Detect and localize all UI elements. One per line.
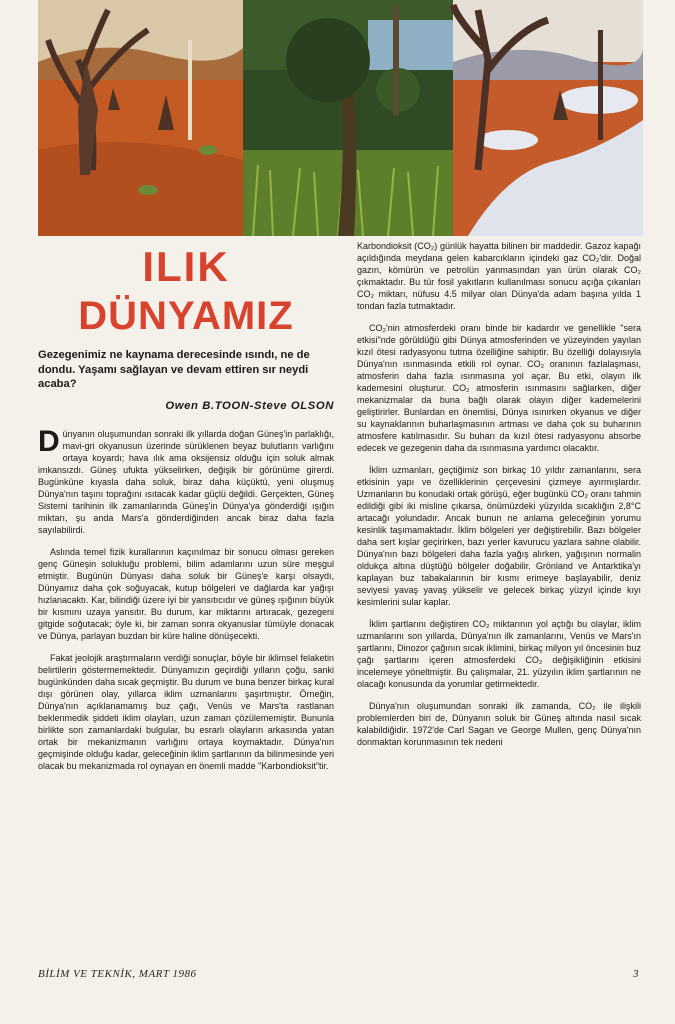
- paragraph: İklim şartlarını değiştiren CO₂ miktarının yol açtığı bu olaylar, iklim uzmanlarını son yıllarda, Dünya'nın ilk zamanlarını, Venüs ve Mars'ın şartlarını, Dinozor çağının sıcak iklimini, birkaç milyon yıl öncesinin buz çağı şartlarını içeren atmosferdeki CO₂ değişikliğinin etkisini incelemeye yöneltmiştir. Bu çalışmalar, 21. yüzyılın iklim şartlarının ne olacağı konusunda da yorumlar getirmektedir.: [357, 619, 641, 689]
- paragraph: Dünyanın oluşumundan sonraki ilk yıllarda doğan Güneş'in parlaklığı, mavi-gri okyanusun üzerinde sürüklenen beyaz bulutların varlığını ortaya koyardı; hava ılık ama oksijensiz olduğu için soluk almak imkansızdı. Güneş ufukta yükselirken, değişik bir görünüme girerdi. Bugünküne kıyasla daha soluk, biraz daha küçüktü, yeni oluşmuş Dünya'nın taşını toprağını ısıtacak kadar güçlü değildi. Gerçekten, Güneş Sistemi tarihinin ilk zamanlarında Güneş'in Dünya'ya gönderdiği ışığın miktarı, şu anda Mars'a gönderdiğinden ancak biraz daha fazla sayılabilirdi.: [38, 424, 334, 535]
- paragraph: Karbondioksit (CO₂) günlük hayatta bilinen bir maddedir. Gazoz kapağı açıldığında meydana gelen kabarcıkların içindeki gaz CO₂'dir. Doğal gazın, kömürün ve petrolün yanmasından yan ürün olarak CO₂ çıkmaktadır. Bu tür fosil yakıtların kullanılması sonucu açığa çıkanları CO₂ miktarı, nüfusu 4.5 milyar olan Dünya'da adam başına yılda 1 tondan fazla tutmaktadır.: [357, 241, 641, 311]
- left-body: [38, 424, 334, 772]
- title-line-1: ILIK: [142, 243, 230, 290]
- right-column: [357, 240, 641, 758]
- paragraph: CO₂'nin atmosferdeki oranı binde bir kadardır ve genellikle "sera etkisi"nde görüldüğü gibi Dünya atmosferinden ve yüzeyinden yayılan kızıl ötesi radyasyonu tutma özelliğine sahiptir. Bu özelliği dolayısıyla Dünya'nın ısınmasında etkili rol oynar. CO₂ oranının fazlalaşması, atmosferin daha fazla ısınmasına yol açar. Bu etki, olayın ilk kademesini oluşturur. CO₂ atmosferin ısınmasını sağlarken, diğer mekanizmalar da buna bağlı olarak olayın diğer kademelerini geliştirirler. Bunlardan en önemlisi, Dünya ısınırken okyanus ve diğer su kaynaklarının buharlaşmasının artması ve daha çok su buharının atmosfere katılmasıdır. Su buharı da kızıl ötesi radyasyonu absorbe edecek ve gezegenin daha da ısınmasına yardımcı olacaktır.: [357, 323, 641, 453]
- page-number: 3: [633, 968, 639, 980]
- left-column: [38, 240, 334, 782]
- publication-footer: BİLİM VE TEKNİK, MART 1986: [38, 968, 197, 980]
- paragraph: İklim uzmanları, geçtiğimiz son birkaç 10 yıldır zamanlarını, sera etkisinin yapı ve özelliklerinin çerçevesini çizmeye ayırmışlardır. Uzmanların bu konudaki ortak görüşü, eğer bugünkü CO₂ oranı tahmin edildiği gibi iki misline çıkarsa, önümüzdeki yüzyılda sıcaklığın 2,8°C artacağı yolundadır. Ancak bunun ne anlama geleceğinin yorumu kesinlik taşımamaktadır. İklim bölgeleri yer değiştirebilir. Bazı bölgeler daha sert kışlar geçirirken, bazı yerler kavurucu yazlara sahne olabilir. Dünya'nın bazı bölgeleri daha fazla yağış alırken, yağışının normalin oldukça altına düştüğü bölgeler doğabilir. Grönland ve Antarktika'yı kaplayan buz tabakalarının bir kısmı erimeye başlayabilir, deniz seviyesi yavaş yavaş yükselir ve gelecek birkaç yüzyıl içinde kıyı kesimlerini sular kaplar.: [357, 465, 641, 607]
- article-title: [38, 243, 334, 338]
- landscape-painting-icon: [38, 0, 643, 236]
- article-lede: Gezegenimiz ne kaynama derecesinde ısındı, ne de dondu. Yaşamı sağlayan ve devam ettiren sır neydi acaba?: [38, 349, 310, 391]
- paragraph: Aslında temel fizik kurallarının kaçınılmaz bir sonucu olması gereken genç Güneşin solukluğu problemi, bilim adamlarını uzun süre meşgul etmiştir. Bugünün Dünyası daha soluk bir Güneş'e karşı olsaydı, Dünyamız daha çok soğuyacak, kutup bölgeleri ve dağlarda kar yağışı hızlanacaktı. Kar, bilindiği üzere iyi bir yansıtıcıdır ve güneş ışığının büyük bir kısmını uzaya yansıtır. Bu durum, kar miktarını artıracak, gezegeni gitgide soğutacak; öyle ki, bir zaman sonra okyanuslar tümüyle donacak ve Dünya, parlayan buzdan bir küre haline dönüşecekti.: [38, 546, 334, 641]
- title-line-2: DÜNYAMIZ: [78, 294, 294, 338]
- drop-cap: D: [38, 424, 60, 458]
- article-authors: Owen B.TOON-Steve OLSON: [165, 399, 334, 412]
- paragraph: Fakat jeolojik araştırmaların verdiği sonuçlar, böyle bir iklimsel felaketin belirtilerin göstermemektedir. Dünyamızın geçirdiği yılların çoğu, sanki bugünkünden daha sıcak geçmiştir. Bu durum ve buna benzer birkaç kural dışı görünen olay, yıllarca iklim uzmanlarını şaşırtmıştır. Örneğin, Dünya'nın açıklanamamış buz çağı, Venüs ve Mars'ta rastlanan beklenmedik şiddeti iklim olayları, uzun zaman çözülememiştir. Bununla birlikte son zamanlardaki bulgular, bu esrarlı olayların arkasında yatan ortak bir mekanizmanın varlığını ortaya koymaktadır. Dünya'nın geçmişinde olduğu kadar, geleceğinin iklim şartlarının da bilinmesinde yeri olacak bu mekanizmada rol oynayan en önemli madde "Karbondioksit"tir.: [38, 652, 334, 771]
- landscape-illustration: [38, 0, 643, 236]
- paragraph: Dünya'nın oluşumundan sonraki ilk zamanda, CO₂ ile ilişkili problemlerden biri de, Dünyanın soluk bir Güneş altında nasıl sıcak kalabildiğidir. 1972'de Carl Sagan ve George Mullen, genç Dünya'nın donmaktan korunmasının tek nedeni: [357, 701, 641, 747]
